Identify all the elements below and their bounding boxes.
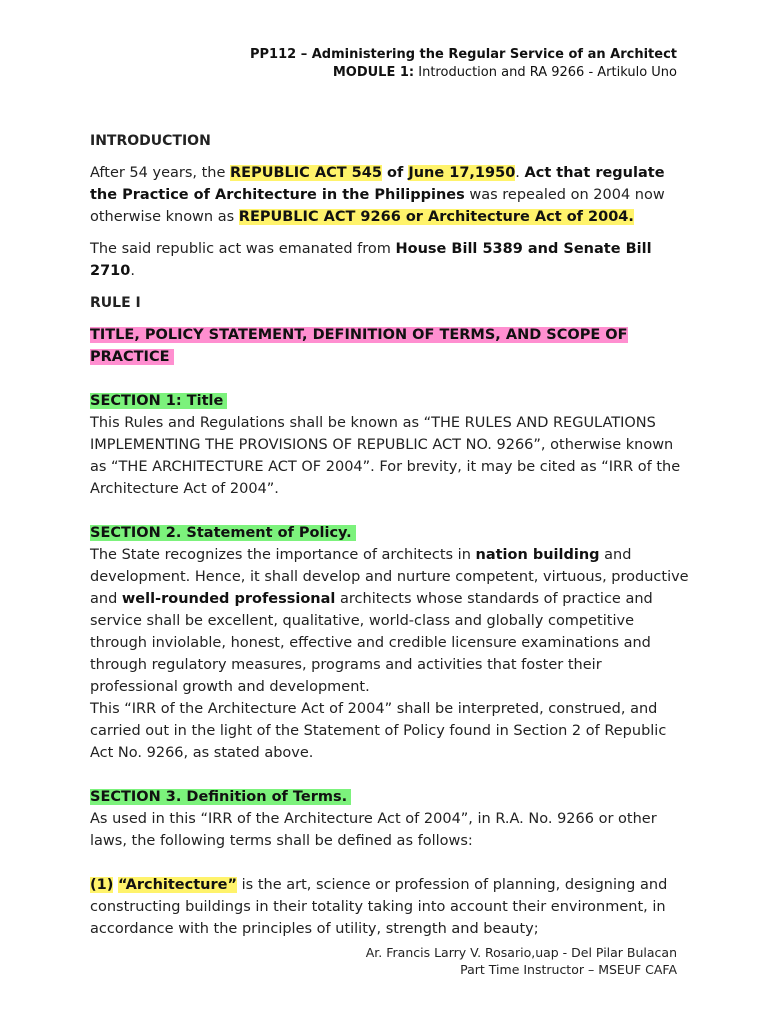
section-1-highlight: SECTION 1: Title: [90, 393, 227, 409]
section-1-text: This Rules and Regulations shall be known as “THE RULES AND REGULATIONS IMPLEMENTING THE PROVISIONS OF REPUBLIC ACT NO. 9266”, otherwise known as “THE ARCHITECTURE ACT OF 2004”. For brevity, it may be cited as “IRR of the Architecture Act of 2004”.: [90, 415, 681, 497]
section-2-paragraph-1: [90, 544, 690, 698]
highlight-date: June 17,1950: [408, 165, 516, 181]
item-1-number: (1): [90, 877, 114, 893]
section-2-text: and development. Hence, it shall develop and nurture competent, virtuous, productive and: [90, 547, 689, 607]
course-title: PP112 – Administering the Regular Service of an Architect: [250, 47, 677, 62]
nation-building: nation building: [475, 547, 600, 563]
act-title: Act that regulate the Practice of Architecture in the Philippines: [90, 165, 665, 203]
section-2-text: architects whose standards of practice and service shall be excellent, qualitative, world-class and globally competitive through inviolable, honest, effective and credible licensure examinations and through regulatory measures, programs and activities that foster their professional growth and development.: [90, 591, 653, 695]
highlight-ra545: REPUBLIC ACT 545: [230, 165, 382, 181]
bill-numbers: House Bill 5389 and Senate Bill 2710: [90, 241, 652, 279]
document-body: [90, 130, 690, 940]
term-architecture: “Architecture”: [117, 877, 238, 893]
section-2-heading: [90, 522, 690, 544]
section-3-heading: [90, 786, 690, 808]
intro-text: of: [381, 165, 409, 181]
page-header: [250, 46, 677, 82]
section-2-paragraph-2: This “IRR of the Architecture Act of 2004” shall be interpreted, construed, and carried out in the light of the Statement of Policy found in Section 2 of Republic Act No. 9266, as stated above.: [90, 701, 667, 761]
intro-text: was repealed on 2004 now otherwise known as: [90, 187, 665, 225]
rule-heading: RULE I: [90, 295, 141, 311]
author-line: Ar. Francis Larry V. Rosario,uap - Del Pilar Bulacan: [365, 945, 677, 960]
well-rounded-professional: well-rounded professional: [121, 591, 336, 607]
module-label: MODULE 1:: [332, 65, 415, 80]
module-title: Introduction and RA 9266 - Artikulo Uno: [414, 65, 677, 80]
instructor-line: Part Time Instructor – MSEUF CAFA: [460, 962, 677, 977]
introduction-heading: INTRODUCTION: [90, 133, 211, 149]
intro-paragraph-2: [90, 238, 690, 282]
intro-text: The said republic act was emanated from: [90, 241, 396, 257]
rule-title-highlight: TITLE, POLICY STATEMENT, DEFINITION OF TERMS, AND SCOPE OF PRACTICE: [90, 327, 628, 365]
intro-text: .: [130, 263, 135, 279]
section-3-text: As used in this “IRR of the Architecture Act of 2004”, in R.A. No. 9266 or other laws, the following terms shall be defined as follows:: [90, 811, 657, 849]
definition-text: is the art, science or profession of planning, designing and constructing buildings in their totality taking into account their environment, in accordance with the principles of utility, strength and beauty;: [90, 877, 668, 937]
intro-paragraph-1: [90, 162, 690, 228]
rule-title: [90, 324, 690, 368]
section-1-heading: [90, 390, 690, 412]
definition-item-1: [90, 874, 690, 940]
intro-text: .: [515, 165, 525, 181]
intro-text: After 54 years, the: [90, 165, 231, 181]
section-2-highlight: SECTION 2. Statement of Policy.: [90, 525, 356, 541]
section-3-highlight: SECTION 3. Definition of Terms.: [90, 789, 351, 805]
module-line: [250, 64, 677, 82]
highlight-ra9266: REPUBLIC ACT 9266 or Architecture Act of 2004.: [238, 209, 634, 225]
page-footer: [366, 944, 677, 978]
section-2-text: The State recognizes the importance of architects in: [90, 547, 476, 563]
